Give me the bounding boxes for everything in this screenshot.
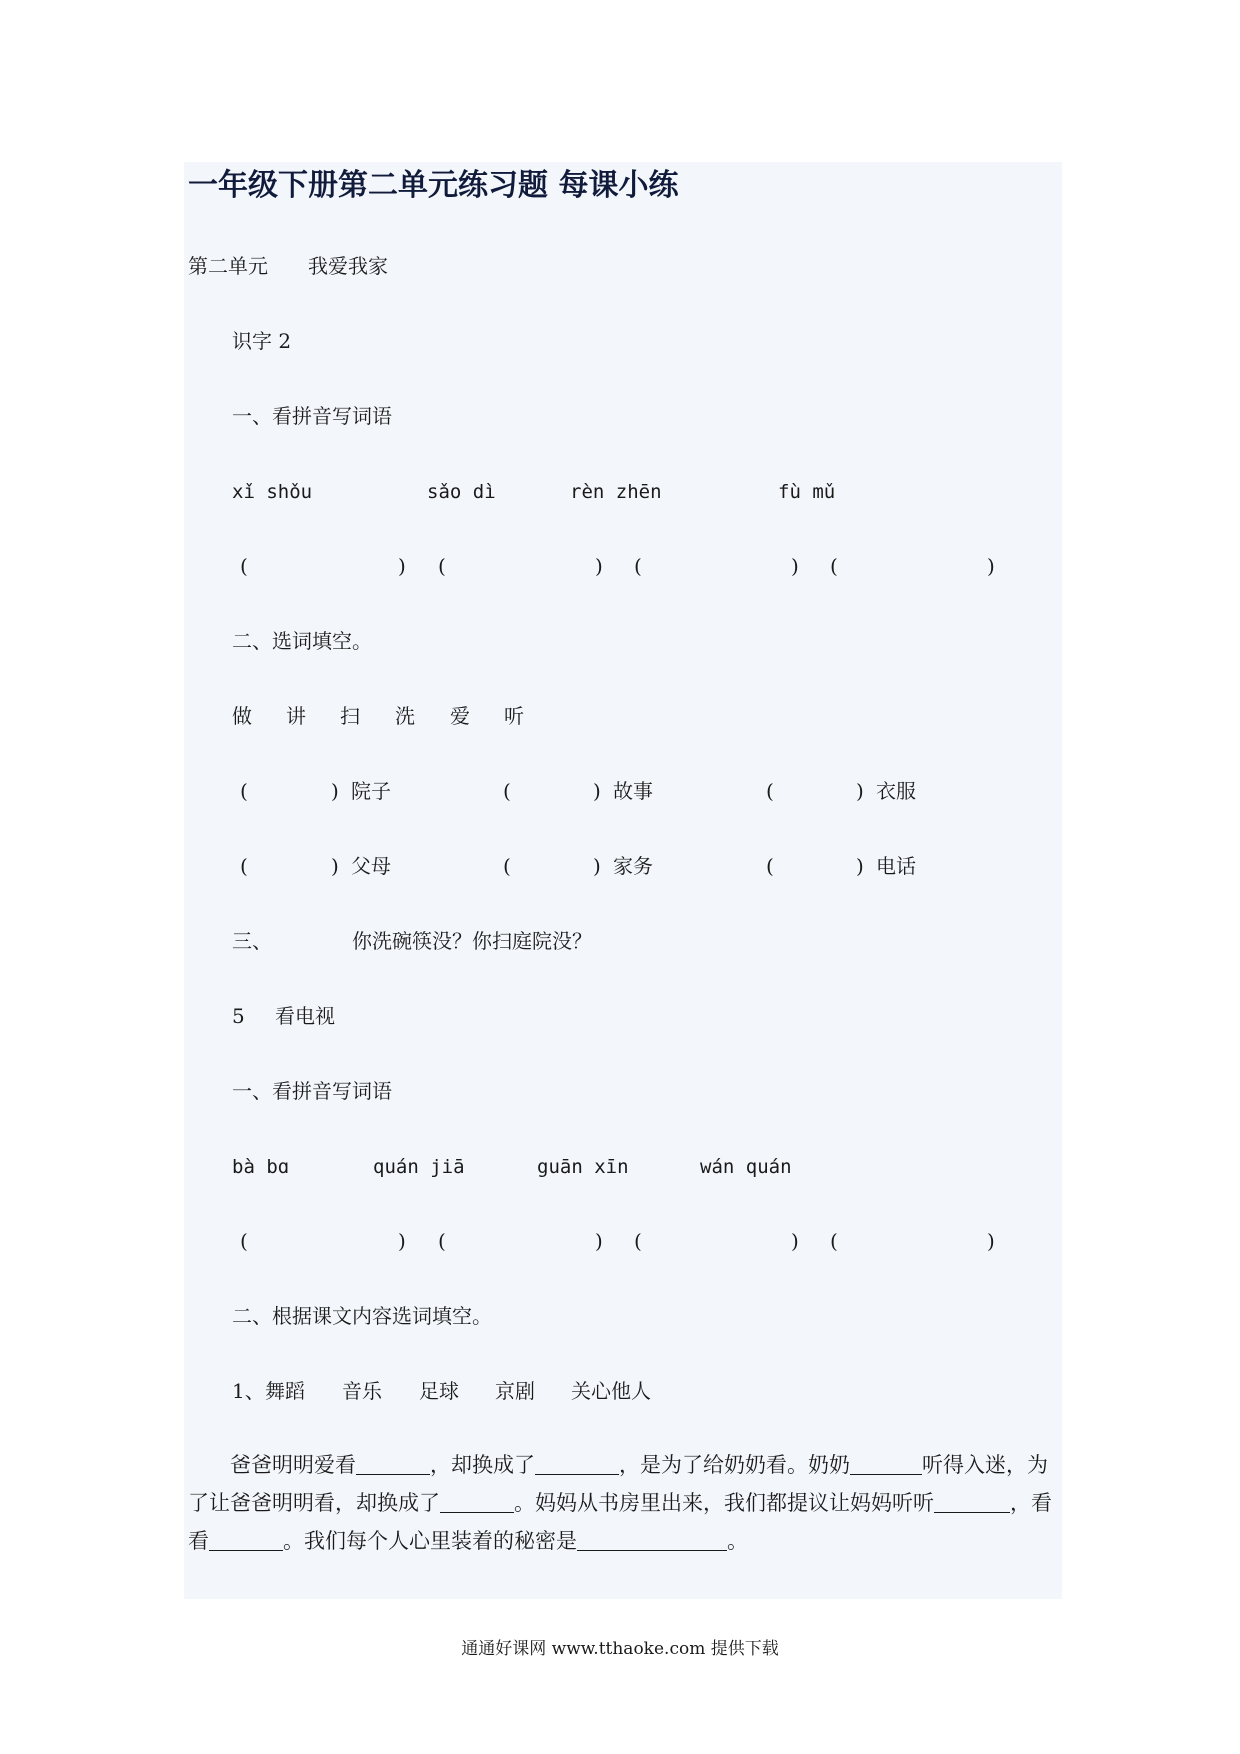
passage-text: 爸爸明明爱看: [230, 1453, 356, 1477]
answer-paren-open: (: [240, 554, 248, 578]
answer-paren-open: (: [634, 554, 642, 578]
pinyin-item: quán jiā: [373, 1156, 465, 1178]
answer-paren-open: (: [240, 1229, 248, 1253]
passage-text: ，看看: [188, 1491, 1052, 1553]
fill-word: 电话: [876, 854, 916, 878]
pinyin-item: fù mǔ: [778, 481, 836, 503]
answer-paren-close: ): [987, 1229, 995, 1253]
option-word: 音乐: [342, 1379, 382, 1403]
passage-text: ，是为了给奶奶看。奶奶: [619, 1453, 850, 1477]
lesson1-q1-heading: 一、看拼音写词语: [232, 404, 392, 428]
fill-word: 故事: [613, 779, 653, 803]
word-bank-item: 扫: [340, 704, 360, 728]
passage-text: 。: [727, 1529, 748, 1553]
option-word: 京剧: [495, 1379, 535, 1403]
pinyin-item: rèn zhēn: [570, 481, 662, 503]
fill-blank[interactable]: [209, 1528, 283, 1551]
pinyin-item: xǐ shǒu: [232, 481, 313, 503]
answer-paren-open: (: [503, 779, 511, 803]
pinyin-item: guān xīn: [537, 1156, 629, 1178]
answer-paren-close: ): [791, 554, 799, 578]
answer-paren-open: (: [634, 1229, 642, 1253]
lesson1-heading: 识字 2: [232, 329, 292, 353]
answer-paren-close: ): [856, 779, 864, 803]
lesson2-q2-heading: 二、根据课文内容选词填空。: [232, 1304, 492, 1328]
option-word: 关心他人: [571, 1379, 651, 1403]
word-bank-item: 爱: [450, 704, 470, 728]
answer-paren-open: (: [438, 554, 446, 578]
answer-paren-open: (: [830, 554, 838, 578]
answer-paren-open: (: [438, 1229, 446, 1253]
answer-paren-close: ): [593, 779, 601, 803]
fill-blank[interactable]: [577, 1528, 727, 1551]
unit-name: 我爱我家: [308, 254, 388, 278]
fill-blank[interactable]: [850, 1452, 922, 1475]
sub-question-label: 1、: [232, 1379, 265, 1403]
passage-text: ，却换成了: [430, 1453, 535, 1477]
page-footer: 通通好课网 www.tthaoke.com 提供下载: [461, 1639, 779, 1659]
fill-word: 父母: [351, 854, 391, 878]
lesson1-q3-text: 你洗碗筷没？你扫庭院没？: [352, 929, 592, 953]
pinyin-item: wán quán: [700, 1156, 792, 1178]
answer-paren-close: ): [791, 1229, 799, 1253]
passage: [188, 1446, 1060, 1560]
word-bank-item: 听: [504, 704, 524, 728]
pinyin-item: sǎo dì: [427, 481, 496, 503]
option-word: 舞蹈: [265, 1379, 305, 1403]
answer-paren-close: ): [331, 779, 339, 803]
fill-blank[interactable]: [535, 1452, 619, 1475]
fill-blank[interactable]: [934, 1490, 1000, 1513]
fill-blank[interactable]: [1000, 1490, 1010, 1513]
answer-paren-close: ): [398, 554, 406, 578]
page-title: 一年级下册第二单元练习题 每课小练: [188, 168, 679, 203]
fill-word: 家务: [613, 854, 653, 878]
unit-label: 第二单元: [188, 254, 268, 278]
lesson2-number: 5: [232, 1004, 245, 1028]
fill-blank[interactable]: [356, 1452, 430, 1475]
answer-paren-close: ): [987, 554, 995, 578]
answer-paren-open: (: [830, 1229, 838, 1253]
fill-word: 衣服: [876, 779, 916, 803]
fill-word: 院子: [351, 779, 391, 803]
answer-paren-open: (: [766, 779, 774, 803]
fill-blank[interactable]: [440, 1490, 514, 1513]
option-word: 足球: [419, 1379, 459, 1403]
answer-paren-close: ): [595, 1229, 603, 1253]
answer-paren-close: ): [593, 854, 601, 878]
word-bank-item: 讲: [286, 704, 306, 728]
answer-paren-open: (: [240, 854, 248, 878]
word-bank-item: 洗: [395, 704, 415, 728]
lesson1-q3-label: 三、: [232, 929, 272, 953]
answer-paren-close: ): [331, 854, 339, 878]
lesson1-q2-heading: 二、选词填空。: [232, 629, 372, 653]
answer-paren-close: ): [856, 854, 864, 878]
passage-text: 听得入迷，为了让爸爸明明看，却换成了: [188, 1453, 1048, 1515]
answer-paren-open: (: [503, 854, 511, 878]
answer-paren-close: ): [398, 1229, 406, 1253]
answer-paren-open: (: [240, 779, 248, 803]
answer-paren-close: ): [595, 554, 603, 578]
lesson2-q1-heading: 一、看拼音写词语: [232, 1079, 392, 1103]
pinyin-item: bà bɑ: [232, 1156, 290, 1178]
passage-text: 。妈妈从书房里出来，我们都提议让妈妈听听: [514, 1491, 934, 1515]
answer-paren-open: (: [766, 854, 774, 878]
word-bank-item: 做: [232, 704, 252, 728]
lesson2-name: 看电视: [275, 1004, 335, 1028]
passage-text: 。我们每个人心里装着的秘密是: [283, 1529, 577, 1553]
